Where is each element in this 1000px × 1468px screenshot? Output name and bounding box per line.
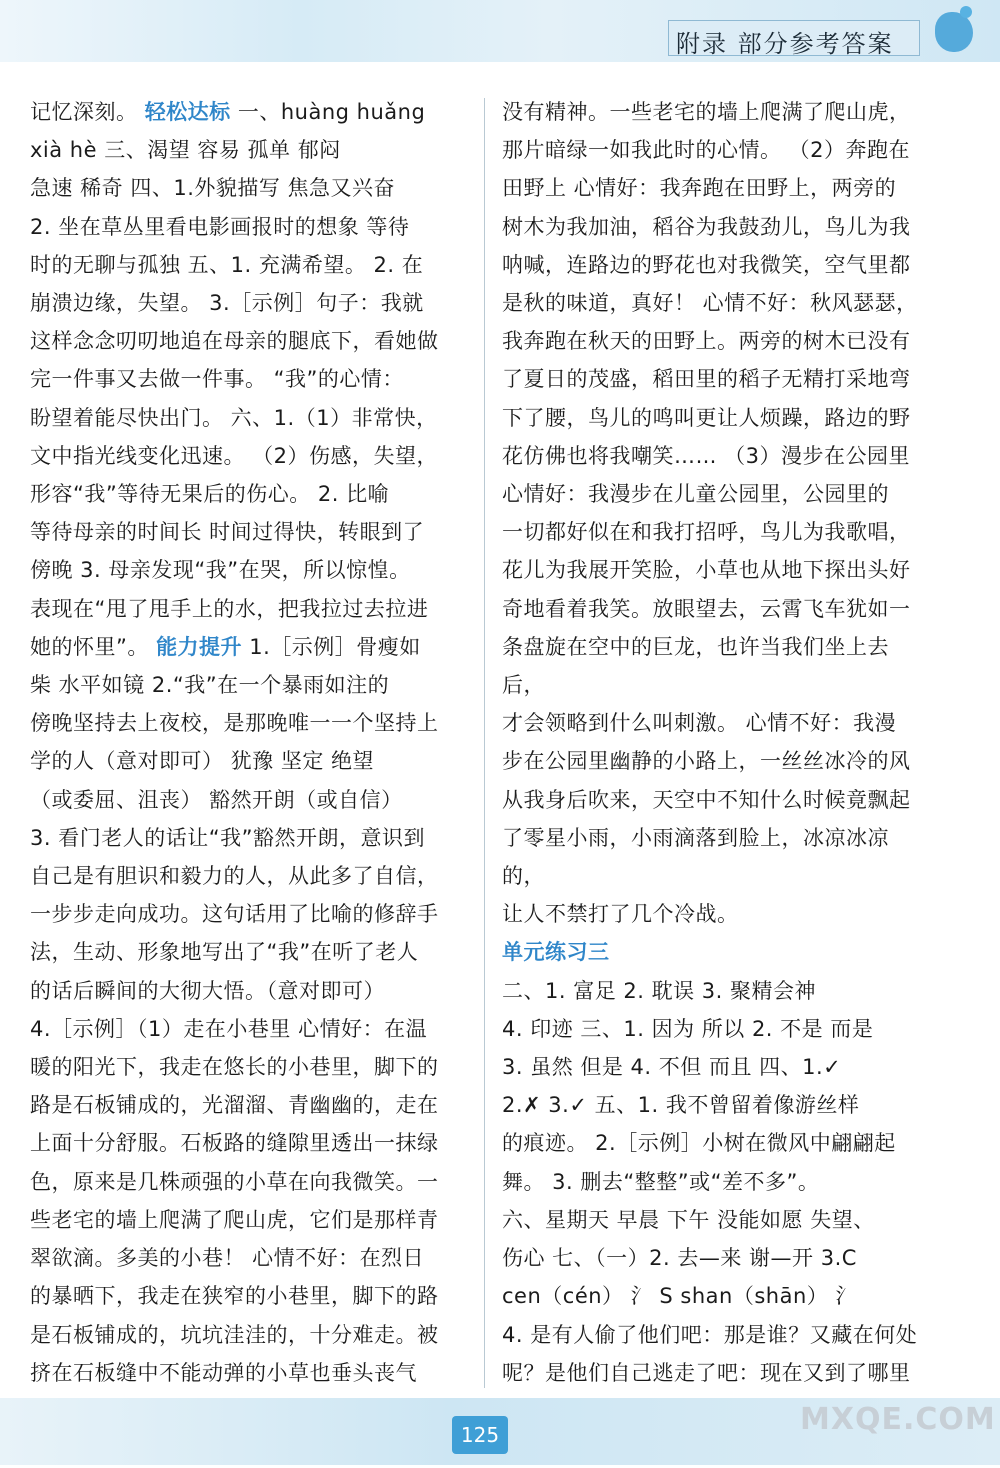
left-text-line: 的暴晒下，我走在狭窄的小巷里，脚下的路 bbox=[30, 1284, 439, 1309]
left-text-line: 文中指光线变化迅速。 （2）伤感，失望， bbox=[30, 443, 439, 468]
right-text-line: 六、星期天 早晨 下午 没能如愿 失望、 bbox=[502, 1207, 875, 1232]
left-text-line: 挤在石板缝中不能动弹的小草也垂头丧气 bbox=[30, 1360, 417, 1385]
left-text-line: 法，生动、形象地写出了“我”在听了老人 bbox=[30, 940, 419, 965]
right-text-line: 3. 虽然 但是 4. 不但 而且 四、1.✓ bbox=[502, 1055, 842, 1080]
left-text-line: 形容“我”等待无果后的伤心。 2. 比喻 bbox=[30, 482, 390, 507]
column-divider bbox=[484, 98, 485, 1388]
right-text-line: 步在公园里幽静的小路上，一丝丝冰冷的风 bbox=[502, 749, 911, 774]
right-text-line: 呐喊，连路边的野花也对我微笑，空气里都 bbox=[502, 252, 911, 277]
left-text-line: 色，原来是几株顽强的小草在向我微笑。一 bbox=[30, 1169, 439, 1194]
right-text-line: 树木为我加油，稻谷为我鼓劲儿，鸟儿为我 bbox=[502, 214, 911, 239]
right-text-line: 奇地看着我笑。放眼望去，云霄飞车犹如一 bbox=[502, 596, 911, 621]
left-text-line: 傍晚坚持去上夜校，是那晚唯一一个坚持上 bbox=[30, 711, 439, 736]
right-text-line: 伤心 七、（一）2. 去—来 谢—开 3.C bbox=[502, 1246, 857, 1271]
left-text-line: 的话后瞬间的大彻大悟。（意对即可） bbox=[30, 978, 385, 1003]
ink-drop-icon bbox=[960, 6, 972, 18]
left-text-line: 上面十分舒服。石板路的缝隙里透出一抹绿 bbox=[30, 1131, 439, 1156]
page-header-title: 附录 部分参考答案 bbox=[676, 30, 894, 58]
left-text-line: 3. 看门老人的话让“我”豁然开朗，意识到 bbox=[30, 825, 425, 850]
right-text-line: 呢？是他们自己逃走了吧：现在又到了哪里 bbox=[502, 1360, 911, 1385]
left-text-line: 4.［示例］（1）走在小巷里 心情好：在温 bbox=[30, 1016, 428, 1041]
right-text-line: 的痕迹。 2.［示例］小树在微风中翩翩起 bbox=[502, 1131, 896, 1156]
left-text-line: 是石板铺成的，坑坑洼洼的，十分难走。被 bbox=[30, 1322, 439, 1347]
left-text-line: 完一件事又去做一件事。 “我”的心情： bbox=[30, 367, 404, 392]
right-text-line: 了夏日的茂盛，稻田里的稻子无精打采地弯 bbox=[502, 367, 911, 392]
right-text-line: 了零星小雨，小雨滴落到脸上，冰凉冰凉的， bbox=[502, 825, 889, 889]
right-text-line: 我奔跑在秋天的田野上。两旁的树木已没有 bbox=[502, 329, 911, 354]
right-text-line: 心情好：我漫步在儿童公园里，公园里的 bbox=[502, 482, 889, 507]
left-text-line: 学的人（意对即可） 犹豫 坚定 绝望 bbox=[30, 749, 375, 774]
right-text-line: 才会领略到什么叫刺激。 心情不好：我漫 bbox=[502, 711, 897, 736]
page-number: 125 bbox=[452, 1416, 508, 1454]
left-text-line: 2. 坐在草丛里看电影画报时的想象 等待 bbox=[30, 214, 410, 239]
right-text-line: 舞。 3. 删去“整整”或“差不多”。 bbox=[502, 1169, 820, 1194]
right-text-line: 花儿为我展开笑脸，小草也从地下探出头好 bbox=[502, 558, 911, 583]
right-text-line: 二、1. 富足 2. 耽误 3. 聚精会神 bbox=[502, 978, 816, 1003]
watermark: MXQE.COM bbox=[800, 1402, 996, 1437]
right-text-line: 让人不禁打了几个冷战。 bbox=[502, 902, 739, 927]
left-text-line: 翠欲滴。多美的小巷！ 心情不好：在烈日 bbox=[30, 1246, 425, 1271]
ink-splash-icon bbox=[935, 12, 973, 52]
left-text-line: 她的怀里”。 能力提升 1.［示例］骨瘦如 bbox=[30, 634, 421, 659]
left-text-line: 傍晚 3. 母亲发现“我”在哭，所以惊惶。 bbox=[30, 558, 411, 583]
left-text-line: 盼望着能尽快出门。 六、1.（1）非常快， bbox=[30, 405, 438, 430]
left-text-line: 路是石板铺成的，光溜溜、青幽幽的，走在 bbox=[30, 1093, 439, 1118]
left-text-line: 等待母亲的时间长 时间过得快，转眼到了 bbox=[30, 520, 425, 545]
right-text-line: 那片暗绿一如我此时的心情。 （2）奔跑在 bbox=[502, 138, 911, 163]
left-text-line: 柴 水平如镜 2.“我”在一个暴雨如注的 bbox=[30, 673, 390, 698]
right-text-line: 是秋的味道，真好！ 心情不好：秋风瑟瑟， bbox=[502, 291, 918, 316]
left-text-line: 急速 稀奇 四、1.外貌描写 焦急又兴奋 bbox=[30, 176, 396, 201]
left-column bbox=[30, 93, 454, 1430]
left-text-line: 一步步走向成功。这句话用了比喻的修辞手 bbox=[30, 902, 439, 927]
right-text-line bbox=[502, 933, 926, 971]
left-text-line: 暖的阳光下，我走在悠长的小巷里，脚下的 bbox=[30, 1055, 439, 1080]
left-text-line: 表现在“甩了甩手上的水，把我拉过去拉进 bbox=[30, 596, 429, 621]
right-text-line: 花仿佛也将我嘲笑…… （3）漫步在公园里 bbox=[502, 443, 911, 468]
right-text-line: 没有精神。一些老宅的墙上爬满了爬山虎， bbox=[502, 100, 911, 124]
left-text-line: 些老宅的墙上爬满了爬山虎，它们是那样青 bbox=[30, 1207, 439, 1232]
right-text-line: 条盘旋在空中的巨龙，也许当我们坐上去后， bbox=[502, 634, 889, 698]
section-heading: 轻松达标 bbox=[144, 100, 231, 124]
right-text-line: 从我身后吹来，天空中不知什么时候竟飘起 bbox=[502, 787, 911, 812]
left-text-line: xià hè 三、渴望 容易 孤单 郁闷 bbox=[30, 138, 341, 163]
left-text-line: 时的无聊与孤独 五、1. 充满希望。 2. 在 bbox=[30, 252, 424, 277]
left-text-line: 崩溃边缘，失望。 3.［示例］句子：我就 bbox=[30, 291, 424, 316]
left-text-line: 自己是有胆识和毅力的人，从此多了自信， bbox=[30, 864, 439, 889]
left-text-line: 记忆深刻。 轻松达标 一、huàng huǎng bbox=[30, 100, 426, 124]
section-heading: 能力提升 bbox=[156, 634, 243, 659]
right-text-line: 4. 是有人偷了他们吧：那是谁？又藏在何处 bbox=[502, 1322, 918, 1347]
left-text-line: 这样念念叨叨地追在母亲的腿底下，看她做 bbox=[30, 329, 439, 354]
left-text-line: （或委屈、沮丧） 豁然开朗（或自信） bbox=[30, 787, 403, 812]
right-text-line: cen（cén） 氵 S shan（shān） 氵 bbox=[502, 1284, 857, 1309]
right-text-line: 田野上 心情好：我奔跑在田野上，两旁的 bbox=[502, 176, 897, 201]
right-text-line: 下了腰，鸟儿的鸣叫更让人烦躁，路边的野 bbox=[502, 405, 911, 430]
section-heading: 单元练习三 bbox=[502, 940, 610, 965]
right-text-line: 一切都好似在和我打招呼，鸟儿为我歌唱， bbox=[502, 520, 911, 545]
right-column bbox=[502, 93, 926, 1468]
right-text-line: 4. 印迹 三、1. 因为 所以 2. 不是 而是 bbox=[502, 1016, 874, 1041]
right-text-line: 2.✗ 3.✓ 五、1. 我不曾留着像游丝样 bbox=[502, 1093, 860, 1118]
